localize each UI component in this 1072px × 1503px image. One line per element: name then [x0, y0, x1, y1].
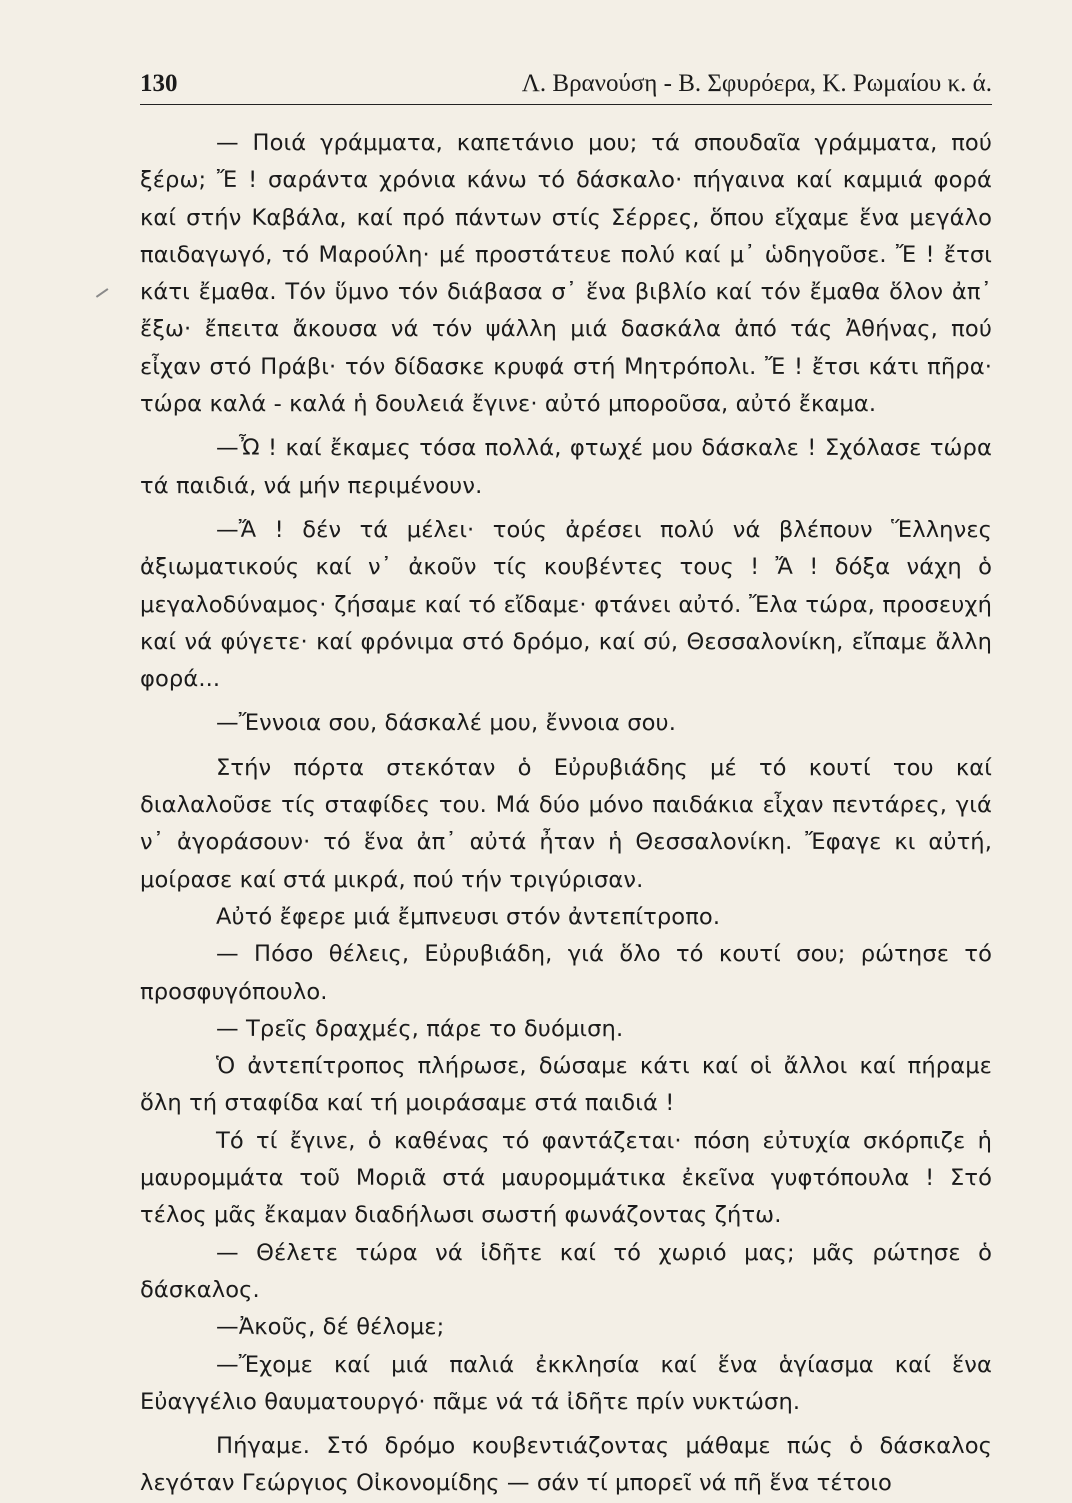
- paragraph: Τό τί ἔγινε, ὁ καθένας τό φαντάζεται· πόση εὐτυχία σκόρπιζε ἡ μαυρομμάτα τοῦ Μοριᾶ στά μαυρομμάτικα ἐκεῖνα γυφτόπουλα ! Στό τέλος μᾶς ἔκαμαν διαδήλωσι σωστή φωνάζοντας ζήτω.: [140, 1127, 992, 1229]
- paragraph: — Πόσο θέλεις, Εὐρυβιάδη, γιά ὅλο τό κουτί σου; ρώτησε τό προσφυγόπουλο.: [140, 941, 992, 1005]
- paragraph: Στήν πόρτα στεκόταν ὁ Εὐρυβιάδης μέ τό κουτί του καί διαλαλοῦσε τίς σταφίδες του. Μά δύο μόνο παιδάκια εἶχαν πεντάρες, γιά ν᾿ ἀγοράσουν· τό ἕνα ἀπ᾿ αὐτά ἦταν ἡ Θεσσαλονίκη. Ἔφαγε κι αὐτή, μοίρασε καί στά μικρά, πού τήν τριγύρισαν.: [140, 754, 992, 893]
- running-title: Λ. Βρανούση - Β. Σφυρόερα, Κ. Ρωμαίου κ. ά.: [521, 70, 992, 97]
- pencil-mark: [96, 288, 108, 297]
- page-body: [140, 125, 992, 1503]
- paragraph: — Θέλετε τώρα νά ἰδῆτε καί τό χωριό μας; μᾶς ρώτησε ὁ δάσκαλος.: [140, 1239, 992, 1303]
- paragraph: —Ὦ ! καί ἔκαμες τόσα πολλά, φτωχέ μου δάσκαλε ! Σχόλασε τώρα τά παιδιά, νά μήν περιμένουν.: [140, 435, 992, 499]
- paragraph: Πήγαμε. Στό δρόμο κουβεντιάζοντας μάθαμε πώς ὁ δάσκαλος λεγόταν Γεώργιος Οἰκονομίδης — σάν τί μπορεῖ νά πῆ ἕνα τέτοιο: [140, 1433, 992, 1497]
- book-page: [140, 70, 992, 1503]
- paragraph: —Ἀκοῦς, δέ θέλομε;: [216, 1314, 445, 1341]
- page-number: 130: [140, 70, 178, 97]
- paragraph: —Ἔχομε καί μιά παλιά ἐκκλησία καί ἕνα ἁγίασμα καί ἕνα Εὐαγγέλιο θαυματουργό· πᾶμε νά τά ἰδῆτε πρίν νυκτώση.: [140, 1351, 992, 1415]
- page-header: [140, 70, 992, 105]
- paragraph: Ὁ ἀντεπίτροπος πλήρωσε, δώσαμε κάτι καί οἱ ἄλλοι καί πήραμε ὅλη τή σταφίδα καί τή μοιράσαμε στά παιδιά !: [140, 1053, 992, 1117]
- paragraph: —Ἄ ! δέν τά μέλει· τούς ἀρέσει πολύ νά βλέπουν Ἕλληνες ἀξιωματικούς καί ν᾿ ἀκοῦν τίς κουβέντες τους ! Ἄ ! δόξα νάχη ὁ μεγαλοδύναμος· ζήσαμε καί τό εἴδαμε· φτάνει αὐτό. Ἔλα τώρα, προσευχή καί νά φύγετε· καί φρόνιμα στό δρόμο, καί σύ, Θεσσαλονίκη, εἴπαμε ἄλλη φορά...: [140, 516, 992, 693]
- paragraph: — Ποιά γράμματα, καπετάνιο μου; τά σπουδαῖα γράμματα, πού ξέρω; Ἔ ! σαράντα χρόνια κάνω τό δάσκαλο· πήγαινα καί καμμιά φορά καί στήν Καβάλα, καί πρό πάντων στίς Σέρρες, ὅπου εἴχαμε ἕνα μεγάλο παιδαγωγό, τό Μαρούλη· μέ προστάτευε πολύ καί μ᾿ ὡδηγοῦσε. Ἔ ! ἔτσι κάτι ἔμαθα. Τόν ὕμνο τόν διάβασα σ᾿ ἕνα βιβλίο καί τόν ἔμαθα ὅλον ἀπ᾿ ἔξω· ἔπειτα ἄκουσα νά τόν ψάλλη μιά δασκάλα ἀπό τάς Ἀθήνας, πού εἶχαν στό Πράβι· τόν δίδασκε κρυφά στή Μητρόπολι. Ἔ ! ἔτσι κάτι πῆρα· τώρα καλά - καλά ἡ δουλειά ἔγινε· αὐτό μποροῦσα, αὐτό ἔκαμα.: [140, 130, 992, 418]
- paragraph: —Ἔννοια σου, δάσκαλέ μου, ἔννοια σου.: [216, 710, 676, 737]
- paragraph: — Τρεῖς δραχμές, πάρε το δυόμιση.: [216, 1015, 624, 1042]
- paragraph: Αὐτό ἔφερε μιά ἔμπνευσι στόν ἀντεπίτροπο.: [216, 903, 721, 930]
